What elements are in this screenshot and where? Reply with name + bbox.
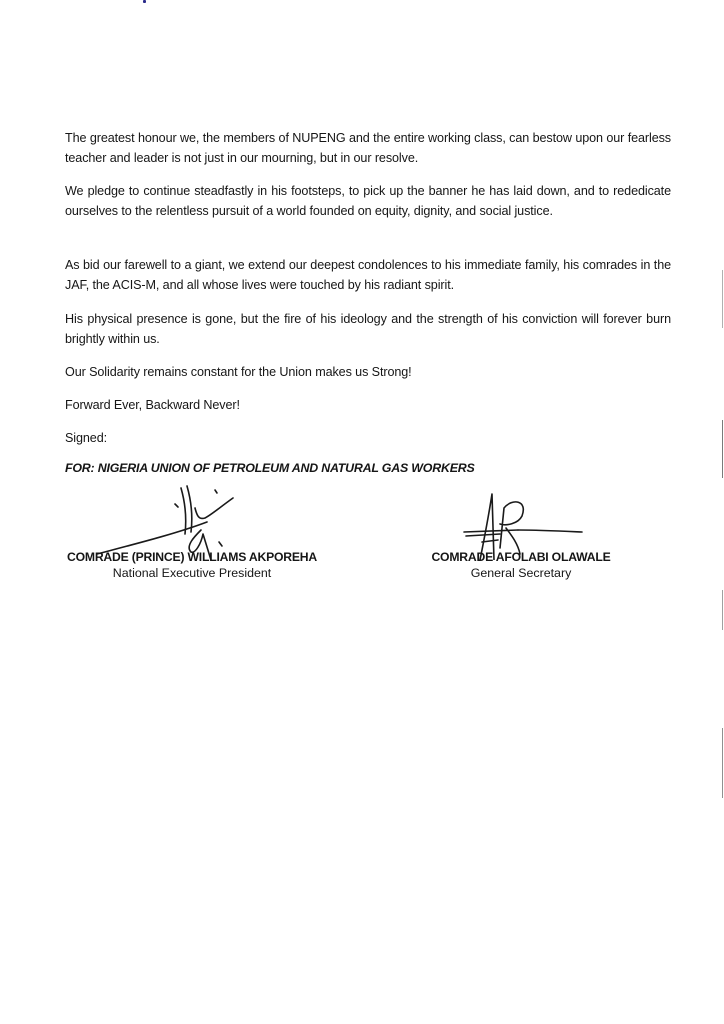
signatory-title: General Secretary [470, 566, 572, 580]
paragraph-honour: The greatest honour we, the members of NUPENG and the entire working class, can bestow upon our fearless teacher and leader is not just in our mourning, but in our resolve. [65, 131, 671, 165]
scan-edge-mark [722, 270, 723, 328]
scan-edge-mark [722, 420, 723, 478]
signatory-title: National Executive President [112, 566, 272, 580]
paragraph-pledge: We pledge to continue steadfastly in his footsteps, to pick up the banner he has laid down, and to rededicate ourselves to the relentless pursuit of a world founded on equity, dignity, and social justice. [65, 184, 671, 218]
scan-edge-mark [722, 728, 723, 798]
paragraph-solidarity: Our Solidarity remains constant for the Union makes us Strong! [65, 365, 412, 379]
signed-label: Signed: [65, 431, 108, 445]
scan-edge-mark [722, 590, 723, 630]
paragraph-condolences: As bid our farewell to a giant, we extend our deepest condolences to his immediate family, his comrades in the JAF, the ACIS-M, and all whose lives were touched by his radiant spirit. [65, 258, 671, 292]
paragraph-presence: His physical presence is gone, but the fire of his ideology and the strength of his conviction will forever burn brightly within us. [65, 312, 671, 346]
signatory-president [64, 550, 320, 580]
scan-artifact-dot [143, 0, 146, 3]
organization-line: FOR: NIGERIA UNION OF PETROLEUM AND NATURAL GAS WORKERS [65, 461, 475, 475]
signatory-name: COMRADE AFOLABI OLAWALE [431, 550, 611, 564]
signatory-name: COMRADE (PRINCE) WILLIAMS AKPOREHA [66, 550, 318, 564]
paragraph-slogan: Forward Ever, Backward Never! [65, 398, 240, 412]
signatory-secretary [424, 550, 618, 580]
